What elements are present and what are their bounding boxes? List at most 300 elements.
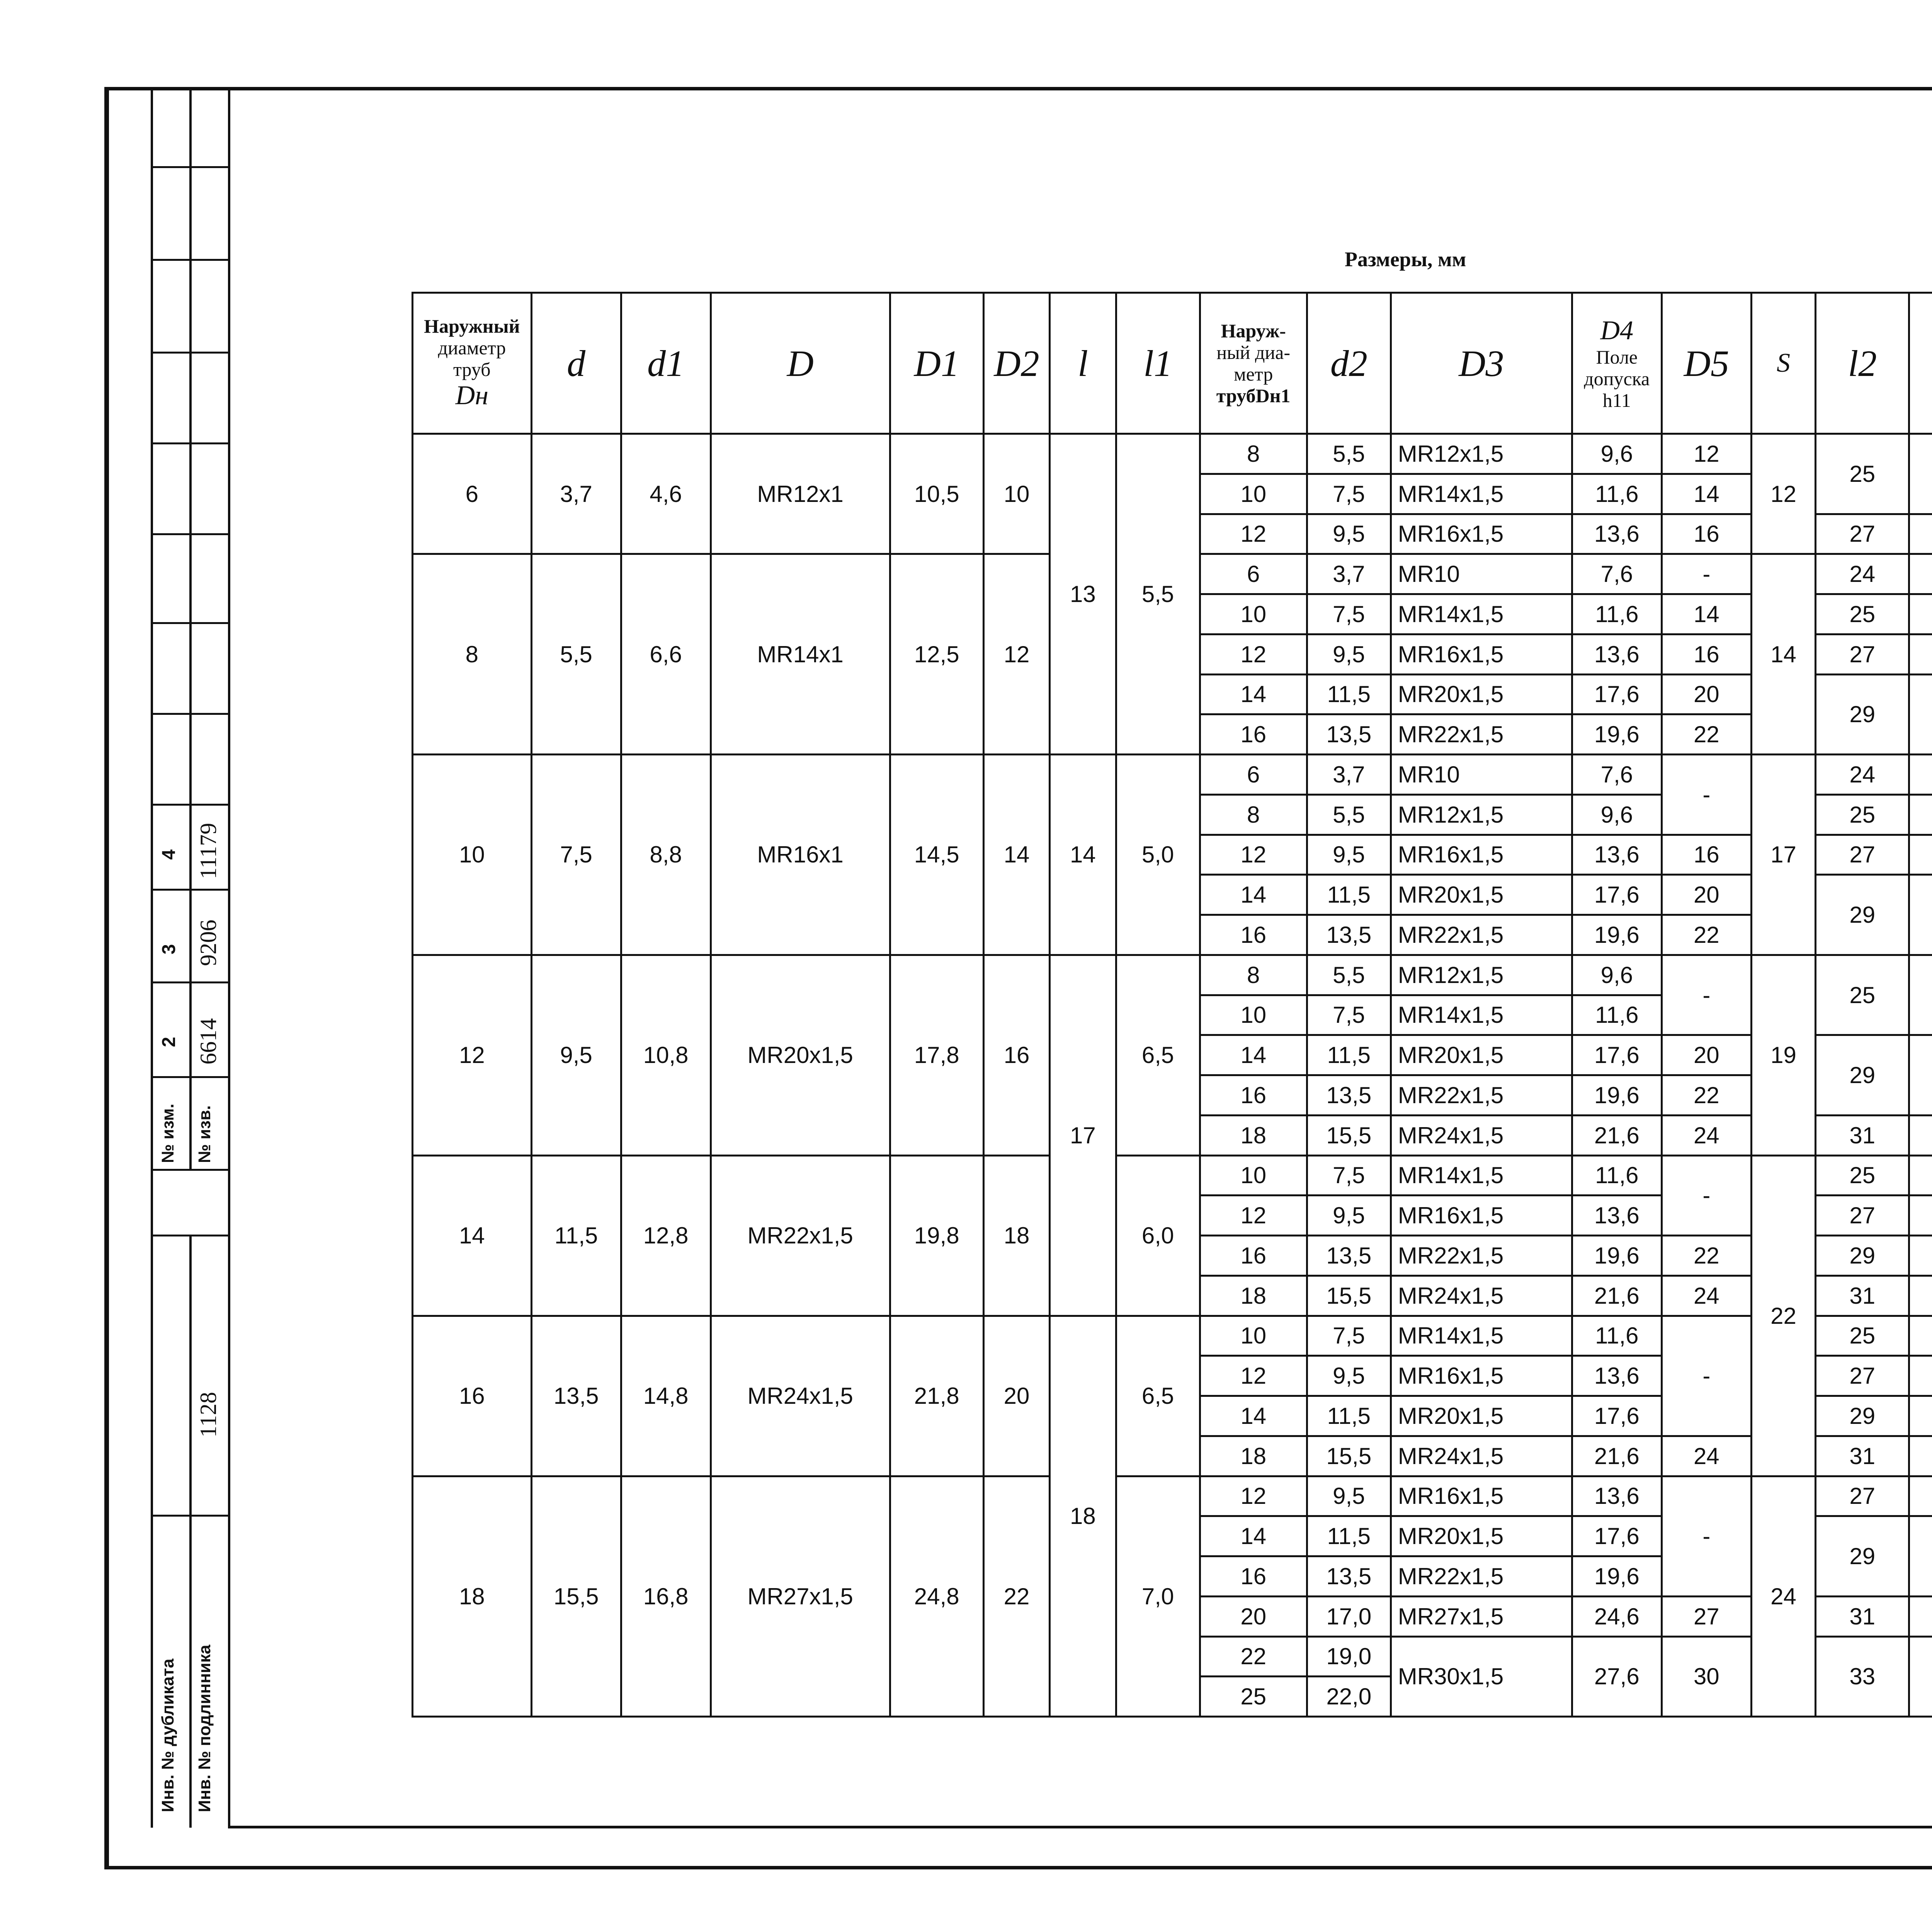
cell-D3: MR27x1,5: [1391, 1596, 1572, 1636]
cell-l2: 29: [1816, 1236, 1909, 1276]
cell-D4: 17,6: [1572, 875, 1662, 915]
cell-l3: [1909, 634, 1932, 674]
cell-D1: 10,5: [890, 434, 983, 554]
frame-inner-bottom-line: [228, 1826, 1932, 1828]
cell-d: 11,5: [531, 1155, 621, 1316]
cell-D4: 21,6: [1572, 1115, 1662, 1155]
cell-D4: 13,6: [1572, 634, 1662, 674]
strip-line: [151, 1235, 228, 1236]
cell-d2: 3,7: [1307, 554, 1391, 594]
cell-dn1: 12: [1200, 514, 1307, 554]
cell-d2: 17,0: [1307, 1596, 1391, 1636]
cell-D2: 16: [983, 955, 1049, 1155]
col-header-d2: d2: [1307, 293, 1391, 434]
cell-d1: 6,6: [621, 554, 711, 755]
cell-d2: 7,5: [1307, 594, 1391, 634]
rev-number: 3: [159, 944, 179, 954]
cell-D4: 17,6: [1572, 1396, 1662, 1436]
cell-D5: 24: [1662, 1115, 1751, 1155]
cell-d2: 11,5: [1307, 1035, 1391, 1075]
strip-line: [151, 533, 228, 535]
cell-d: 13,5: [531, 1316, 621, 1476]
cell-D5: 22: [1662, 915, 1751, 955]
col-header-l3: [1909, 293, 1932, 434]
cell-D5: 30: [1662, 1636, 1751, 1717]
cell-D5: -: [1662, 1476, 1751, 1596]
cell-dn1: 22: [1200, 1636, 1307, 1677]
cell-d2: 3,7: [1307, 755, 1391, 795]
cell-l2: 25: [1816, 794, 1909, 835]
cell-l2: 31: [1816, 1115, 1909, 1155]
cell-d: 15,5: [531, 1476, 621, 1717]
cell-D5: -: [1662, 1155, 1751, 1236]
cell-D: MR12x1: [711, 434, 890, 554]
col-header-D2: D2: [983, 293, 1049, 434]
cell-D5: 24: [1662, 1436, 1751, 1476]
cell-d1: 16,8: [621, 1476, 711, 1717]
cell-d2: 9,5: [1307, 634, 1391, 674]
cell-dn1: 10: [1200, 1155, 1307, 1196]
cell-d2: 7,5: [1307, 1316, 1391, 1356]
cell-D2: 12: [983, 554, 1049, 755]
cell-d2: 13,5: [1307, 714, 1391, 755]
cell-D3: MR22x1,5: [1391, 714, 1572, 755]
cell-S: 12: [1751, 434, 1815, 554]
cell-l: 17: [1050, 955, 1116, 1316]
col-header-l1: l1: [1116, 293, 1200, 434]
strip-line: [151, 981, 228, 983]
cell-dn1: 25: [1200, 1677, 1307, 1717]
cell-l2: 31: [1816, 1436, 1909, 1476]
cell-l2: 25: [1816, 1316, 1909, 1356]
cell-d: 9,5: [531, 955, 621, 1155]
cell-l3: [1909, 1476, 1932, 1516]
cell-D4: 11,6: [1572, 1316, 1662, 1356]
cell-D3: MR10: [1391, 755, 1572, 795]
cell-l2: 29: [1816, 1516, 1909, 1597]
cell-D3: MR16x1,5: [1391, 514, 1572, 554]
cell-dn1: 14: [1200, 1035, 1307, 1075]
cell-l3: [1909, 1155, 1932, 1196]
cell-dn1: 12: [1200, 634, 1307, 674]
cell-D5: -: [1662, 1316, 1751, 1436]
cell-l3: [1909, 1236, 1932, 1276]
cell-l1: 6,5: [1116, 1316, 1200, 1476]
cell-d2: 11,5: [1307, 1516, 1391, 1556]
cell-D2: 22: [983, 1476, 1049, 1717]
cell-D3: MR20x1,5: [1391, 1035, 1572, 1075]
dimensions-table: [412, 292, 1932, 1718]
cell-dn1: 8: [1200, 434, 1307, 474]
cell-l3: [1909, 1276, 1932, 1316]
cell-l3: [1909, 514, 1932, 554]
cell-D5: 16: [1662, 634, 1751, 674]
cell-D1: 14,5: [890, 755, 983, 955]
cell-d2: 15,5: [1307, 1436, 1391, 1476]
col-header-l2: l2: [1816, 293, 1909, 434]
cell-D3: MR30x1,5: [1391, 1636, 1572, 1717]
cell-D4: 11,6: [1572, 995, 1662, 1035]
cell-D3: MR12x1,5: [1391, 955, 1572, 995]
col-header-D5: D5: [1662, 293, 1751, 434]
cell-dn1: 6: [1200, 554, 1307, 594]
notice-no-label: № изв.: [195, 1105, 214, 1163]
cell-l2: 33: [1816, 1636, 1909, 1717]
cell-l3: [1909, 1436, 1932, 1476]
col-header-l: l: [1050, 293, 1116, 434]
cell-D3: MR20x1,5: [1391, 1516, 1572, 1556]
strip-line: [151, 1076, 228, 1078]
cell-d2: 13,5: [1307, 1075, 1391, 1116]
cell-D5: 14: [1662, 474, 1751, 514]
cell-D2: 10: [983, 434, 1049, 554]
cell-d2: 7,5: [1307, 1155, 1391, 1196]
cell-D2: 20: [983, 1316, 1049, 1476]
cell-l3: [1909, 1596, 1932, 1636]
cell-l1: 6,5: [1116, 955, 1200, 1155]
cell-dn1: 18: [1200, 1276, 1307, 1316]
cell-d2: 7,5: [1307, 474, 1391, 514]
cell-d2: 5,5: [1307, 794, 1391, 835]
cell-d2: 11,5: [1307, 1396, 1391, 1436]
cell-dn1: 16: [1200, 915, 1307, 955]
cell-D3: MR16x1,5: [1391, 1356, 1572, 1396]
cell-D4: 19,6: [1572, 714, 1662, 755]
strip-line: [151, 1515, 228, 1517]
cell-D3: MR14x1,5: [1391, 1155, 1572, 1196]
rev-no-label: № изм.: [158, 1104, 177, 1163]
cell-D4: 13,6: [1572, 835, 1662, 875]
cell-D3: MR16x1,5: [1391, 1476, 1572, 1516]
cell-d2: 9,5: [1307, 1476, 1391, 1516]
cell-D3: MR12x1,5: [1391, 434, 1572, 474]
cell-dn1: 14: [1200, 674, 1307, 714]
cell-S: 24: [1751, 1476, 1815, 1717]
cell-l3: [1909, 434, 1932, 514]
cell-D1: 12,5: [890, 554, 983, 755]
cell-d2: 5,5: [1307, 434, 1391, 474]
cell-D3: MR14x1,5: [1391, 1316, 1572, 1356]
strip-line: [151, 442, 228, 444]
cell-dn1: 10: [1200, 995, 1307, 1035]
cell-l3: [1909, 1196, 1932, 1236]
cell-l1: 5,0: [1116, 755, 1200, 955]
cell-l2: 31: [1816, 1596, 1909, 1636]
col-header-D: D: [711, 293, 890, 434]
header-row: [413, 293, 1932, 434]
cell-dn1: 16: [1200, 1236, 1307, 1276]
cell-D: MR14x1: [711, 554, 890, 755]
cell-D5: 12: [1662, 434, 1751, 474]
cell-d2: 15,5: [1307, 1276, 1391, 1316]
col-header-dn: Наружный диаметр труб Dн: [413, 293, 532, 434]
cell-D4: 24,6: [1572, 1596, 1662, 1636]
cell-D4: 17,6: [1572, 1035, 1662, 1075]
cell-D5: 20: [1662, 674, 1751, 714]
strip-line: [151, 889, 228, 891]
cell-d2: 5,5: [1307, 955, 1391, 995]
cell-D4: 7,6: [1572, 554, 1662, 594]
cell-dn1: 16: [1200, 1556, 1307, 1597]
inv-original-label: Инв. № подлинника: [195, 1645, 214, 1812]
cell-dn1: 10: [1200, 594, 1307, 634]
table-row: [413, 955, 1932, 995]
notice-number: 6614: [196, 1018, 221, 1065]
cell-D3: MR16x1,5: [1391, 835, 1572, 875]
cell-S: 19: [1751, 955, 1815, 1155]
strip-line: [151, 166, 228, 168]
table-row: [413, 755, 1932, 795]
cell-l3: [1909, 594, 1932, 634]
cell-dn1: 6: [1200, 755, 1307, 795]
cell-d: 3,7: [531, 434, 621, 554]
cell-l2: 29: [1816, 1396, 1909, 1436]
cell-dn: 6: [413, 434, 532, 554]
cell-l3: [1909, 1035, 1932, 1116]
cell-D3: MR14x1,5: [1391, 594, 1572, 634]
cell-D3: MR24x1,5: [1391, 1276, 1572, 1316]
cell-D2: 18: [983, 1155, 1049, 1316]
cell-l1: 6,0: [1116, 1155, 1200, 1316]
cell-d2: 13,5: [1307, 915, 1391, 955]
col-header-D3: D3: [1391, 293, 1572, 434]
cell-dn1: 10: [1200, 474, 1307, 514]
col-header-d: d: [531, 293, 621, 434]
cell-l2: 25: [1816, 434, 1909, 514]
cell-d2: 13,5: [1307, 1556, 1391, 1597]
cell-D4: 11,6: [1572, 594, 1662, 634]
cell-l: 18: [1050, 1316, 1116, 1717]
strip-line: [151, 352, 228, 354]
strip-line: [151, 622, 228, 624]
cell-D4: 27,6: [1572, 1636, 1662, 1717]
cell-l2: 27: [1816, 1476, 1909, 1516]
cell-D1: 19,8: [890, 1155, 983, 1316]
cell-dn1: 16: [1200, 714, 1307, 755]
cell-D3: MR20x1,5: [1391, 875, 1572, 915]
cell-D1: 17,8: [890, 955, 983, 1155]
cell-dn1: 14: [1200, 1516, 1307, 1556]
cell-dn1: 12: [1200, 1196, 1307, 1236]
cell-D2: 14: [983, 755, 1049, 955]
cell-D4: 19,6: [1572, 1075, 1662, 1116]
cell-d1: 12,8: [621, 1155, 711, 1316]
cell-l3: [1909, 1516, 1932, 1597]
col-header-D1: D1: [890, 293, 983, 434]
cell-dn: 8: [413, 554, 532, 755]
cell-d: 7,5: [531, 755, 621, 955]
cell-l3: [1909, 1636, 1932, 1717]
cell-dn: 14: [413, 1155, 532, 1316]
cell-D3: MR22x1,5: [1391, 915, 1572, 955]
cell-l2: 27: [1816, 634, 1909, 674]
cell-D: MR16x1: [711, 755, 890, 955]
cell-D4: 21,6: [1572, 1276, 1662, 1316]
cell-D3: MR16x1,5: [1391, 634, 1572, 674]
cell-dn: 16: [413, 1316, 532, 1476]
cell-l2: 25: [1816, 1155, 1909, 1196]
cell-l3: [1909, 835, 1932, 875]
cell-d2: 9,5: [1307, 835, 1391, 875]
cell-dn1: 8: [1200, 955, 1307, 995]
cell-l3: [1909, 794, 1932, 835]
cell-D1: 21,8: [890, 1316, 983, 1476]
rev-number: 2: [159, 1037, 179, 1047]
cell-D3: MR20x1,5: [1391, 674, 1572, 714]
cell-D4: 9,6: [1572, 955, 1662, 995]
cell-l3: [1909, 1115, 1932, 1155]
cell-D4: 13,6: [1572, 514, 1662, 554]
cell-l2: 27: [1816, 835, 1909, 875]
cell-dn1: 10: [1200, 1316, 1307, 1356]
cell-D: MR22x1,5: [711, 1155, 890, 1316]
notice-number: 9206: [196, 920, 221, 966]
cell-d1: 4,6: [621, 434, 711, 554]
cell-D4: 13,6: [1572, 1476, 1662, 1516]
cell-D: MR27x1,5: [711, 1476, 890, 1717]
strip-line: [189, 1235, 192, 1828]
rev-number: 4: [159, 849, 179, 860]
notice-number: 11179: [196, 823, 221, 879]
cell-D4: 21,6: [1572, 1436, 1662, 1476]
cell-dn1: 20: [1200, 1596, 1307, 1636]
strip-line: [151, 713, 228, 715]
col-header-D4: D4 Поле допуска h11: [1572, 293, 1662, 434]
cell-D4: 19,6: [1572, 1556, 1662, 1597]
cell-D5: 22: [1662, 1236, 1751, 1276]
strip-line: [151, 89, 153, 1828]
cell-l3: [1909, 875, 1932, 955]
col-header-S: S: [1751, 293, 1815, 434]
cell-dn1: 14: [1200, 875, 1307, 915]
cell-dn1: 16: [1200, 1075, 1307, 1116]
cell-D5: -: [1662, 554, 1751, 594]
cell-dn: 10: [413, 755, 532, 955]
cell-l3: [1909, 955, 1932, 1035]
cell-D4: 17,6: [1572, 1516, 1662, 1556]
cell-D3: MR10: [1391, 554, 1572, 594]
cell-D3: MR14x1,5: [1391, 995, 1572, 1035]
cell-d1: 14,8: [621, 1316, 711, 1476]
cell-l3: [1909, 1316, 1932, 1356]
cell-d1: 8,8: [621, 755, 711, 955]
cell-l3: [1909, 755, 1932, 795]
cell-D5: 27: [1662, 1596, 1751, 1636]
cell-dn: 12: [413, 955, 532, 1155]
cell-D1: 24,8: [890, 1476, 983, 1717]
cell-dn1: 12: [1200, 1356, 1307, 1396]
cell-D3: MR12x1,5: [1391, 794, 1572, 835]
cell-D3: MR22x1,5: [1391, 1236, 1572, 1276]
cell-d2: 22,0: [1307, 1677, 1391, 1717]
dimensions-label: Размеры, мм: [1345, 248, 1466, 271]
cell-l2: 24: [1816, 554, 1909, 594]
cell-l2: 31: [1816, 1276, 1909, 1316]
cell-D4: 17,6: [1572, 674, 1662, 714]
cell-d2: 9,5: [1307, 514, 1391, 554]
cell-d2: 13,5: [1307, 1236, 1391, 1276]
cell-d: 5,5: [531, 554, 621, 755]
cell-S: 22: [1751, 1155, 1815, 1476]
cell-l2: 25: [1816, 955, 1909, 1035]
inv-duplicate-label: Инв. № дубликата: [158, 1658, 177, 1812]
table-row: [413, 434, 1932, 474]
cell-D3: MR20x1,5: [1391, 1396, 1572, 1436]
cell-D4: 9,6: [1572, 434, 1662, 474]
cell-d2: 9,5: [1307, 1196, 1391, 1236]
col-header-d1: d1: [621, 293, 711, 434]
cell-l2: 29: [1816, 875, 1909, 955]
cell-D4: 11,6: [1572, 1155, 1662, 1196]
cell-D3: MR24x1,5: [1391, 1115, 1572, 1155]
strip-line: [151, 804, 228, 806]
cell-D: MR20x1,5: [711, 955, 890, 1155]
cell-D4: 19,6: [1572, 915, 1662, 955]
cell-dn1: 14: [1200, 1396, 1307, 1436]
cell-D5: -: [1662, 955, 1751, 1035]
cell-l3: [1909, 554, 1932, 594]
cell-l2: 29: [1816, 674, 1909, 755]
cell-D5: 22: [1662, 714, 1751, 755]
cell-l1: 5,5: [1116, 434, 1200, 755]
cell-d2: 11,5: [1307, 875, 1391, 915]
cell-D5: 24: [1662, 1276, 1751, 1316]
cell-D3: MR22x1,5: [1391, 1556, 1572, 1597]
cell-D4: 7,6: [1572, 755, 1662, 795]
cell-D5: 16: [1662, 514, 1751, 554]
cell-l2: 29: [1816, 1035, 1909, 1116]
cell-d1: 10,8: [621, 955, 711, 1155]
frame-inner-line: [228, 87, 230, 1828]
cell-d2: 9,5: [1307, 1356, 1391, 1396]
cell-D5: -: [1662, 755, 1751, 835]
cell-l: 14: [1050, 755, 1116, 955]
inv-original-value: 1128: [196, 1392, 221, 1437]
cell-D3: MR14x1,5: [1391, 474, 1572, 514]
strip-line: [151, 259, 228, 261]
table-row: [413, 1476, 1932, 1516]
cell-l: 13: [1050, 434, 1116, 755]
col-header-dn1: Наруж- ный диа- метр трубDн1: [1200, 293, 1307, 434]
strip-line: [189, 89, 192, 1171]
cell-l3: [1909, 1396, 1932, 1436]
cell-dn1: 12: [1200, 835, 1307, 875]
cell-D4: 11,6: [1572, 474, 1662, 514]
cell-D: MR24x1,5: [711, 1316, 890, 1476]
cell-D5: 16: [1662, 835, 1751, 875]
cell-D4: 13,6: [1572, 1196, 1662, 1236]
cell-l2: 25: [1816, 594, 1909, 634]
table-row: [413, 1316, 1932, 1356]
cell-l2: 24: [1816, 755, 1909, 795]
cell-d2: 11,5: [1307, 674, 1391, 714]
cell-l2: 27: [1816, 1356, 1909, 1396]
cell-D4: 9,6: [1572, 794, 1662, 835]
cell-d2: 7,5: [1307, 995, 1391, 1035]
cell-l1: 7,0: [1116, 1476, 1200, 1717]
strip-line: [151, 1169, 228, 1171]
cell-d2: 19,0: [1307, 1636, 1391, 1677]
cell-l3: [1909, 1356, 1932, 1396]
cell-dn1: 12: [1200, 1476, 1307, 1516]
cell-dn1: 18: [1200, 1115, 1307, 1155]
cell-S: 14: [1751, 554, 1815, 755]
cell-dn1: 8: [1200, 794, 1307, 835]
cell-D4: 19,6: [1572, 1236, 1662, 1276]
cell-D3: MR22x1,5: [1391, 1075, 1572, 1116]
cell-dn1: 18: [1200, 1436, 1307, 1476]
cell-D4: 13,6: [1572, 1356, 1662, 1396]
